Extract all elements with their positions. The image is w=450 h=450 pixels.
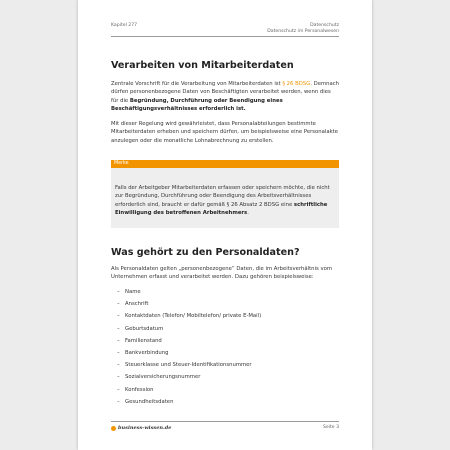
list-item-text: Steuerklasse und Steuer-Identifikationsnummer xyxy=(125,362,252,369)
section-title-personal-data: Was gehört zu den Personaldaten? xyxy=(111,247,300,258)
list-item-text: Geburtsdatum xyxy=(125,325,164,332)
p1-text: Zentrale Vorschrift für die Verarbeitung von Mitarbeiterdaten ist xyxy=(111,81,283,87)
list-item-text: Familienstand xyxy=(125,337,162,344)
merke-text xyxy=(115,184,335,218)
paragraph-central-regulation xyxy=(111,80,339,114)
bdsg-link[interactable]: § 26 BDSG xyxy=(282,81,311,87)
list-item: – Steuerklasse und Steuer-Identifikationsnummer xyxy=(117,362,252,369)
list-item-text: Kontaktdaten (Telefon/ Mobiltelefon/ private E-Mail) xyxy=(125,313,262,320)
personal-data-list xyxy=(117,286,339,408)
list-item: – Sozialversicherungsnummer xyxy=(117,374,201,381)
list-item: – Bankverbindung xyxy=(117,349,169,356)
page-header xyxy=(111,22,339,37)
p1-bold: Begründung, Durchführung oder Beendigung eines Beschäftigungsverhältnisses erforderlich ist. xyxy=(111,97,283,113)
subsection-label: Datenschutz im Personalwesen xyxy=(267,29,339,35)
p1-text-after: . Demnach dürfen personenbezogene Daten von Beschäftigten verarbeitet werden, wenn dies für die xyxy=(111,81,339,104)
merke-text-after: . xyxy=(247,210,249,217)
header-right xyxy=(267,23,339,35)
merke-text-before: Falls der Arbeitgeber Mitarbeiterdaten erfassen oder speichern möchte, die nicht zur Begründung, Durchführung oder Beendigung des Arbeitsverhältnisses erforderlich sind, braucht er dafür gemäß § 26 Absatz 2 BDSG eine xyxy=(115,185,330,208)
list-item-text: Bankverbindung xyxy=(125,349,169,356)
brand-logo[interactable] xyxy=(111,425,171,431)
paragraph-regulation-purpose: Mit dieser Regelung wird gewährleistet, dass Personalabteilungen bestimmte Mitarbeiterdaten erheben und speichern dürfen, um beispielsweise eine Personalakte anzulegen oder die monatliche Lohnabrechnung zu erstellen. xyxy=(111,121,339,144)
list-item: – Anschrift xyxy=(117,301,149,308)
paragraph-personal-data-intro: Als Personaldaten gelten „personenbezogene“ Daten, die im Arbeitsverhältnis vom Unternehmen erfasst und verarbeitet werden. Dazu gehören beispielsweise: xyxy=(111,266,332,281)
list-item: – Gesundheitsdaten xyxy=(117,398,174,405)
merke-label: Merke xyxy=(111,160,339,168)
list-item-text: Anschrift xyxy=(125,301,149,308)
section-label: Datenschutz xyxy=(310,23,339,28)
chapter-label: Kapitel 277 xyxy=(111,23,138,28)
merke-text-bold: schriftliche Einwilligung des betroffenen Arbeitnehmers xyxy=(115,201,328,217)
list-item: – Konfession xyxy=(117,386,154,393)
list-item-text: Konfession xyxy=(125,386,154,393)
section-title-processing: Verarbeiten von Mitarbeiterdaten xyxy=(111,60,294,71)
list-item-text: Sozialversicherungsnummer xyxy=(125,374,201,381)
list-item-text: Gesundheitsdaten xyxy=(125,398,174,405)
merke-body xyxy=(111,168,339,228)
list-item-text: Name xyxy=(125,289,141,295)
list-item: – Familienstand xyxy=(117,337,162,344)
logo-dot-icon xyxy=(111,426,116,431)
document-page xyxy=(78,0,372,450)
list-item: – Kontaktdaten (Telefon/ Mobiltelefon/ private E-Mail) xyxy=(117,313,262,320)
list-item: – Geburtsdatum xyxy=(117,325,164,332)
page-footer xyxy=(111,421,339,432)
page-number: Seite 3 xyxy=(322,425,339,430)
logo-text: business-wissen.de xyxy=(118,425,172,431)
list-item: – Name xyxy=(117,289,141,295)
